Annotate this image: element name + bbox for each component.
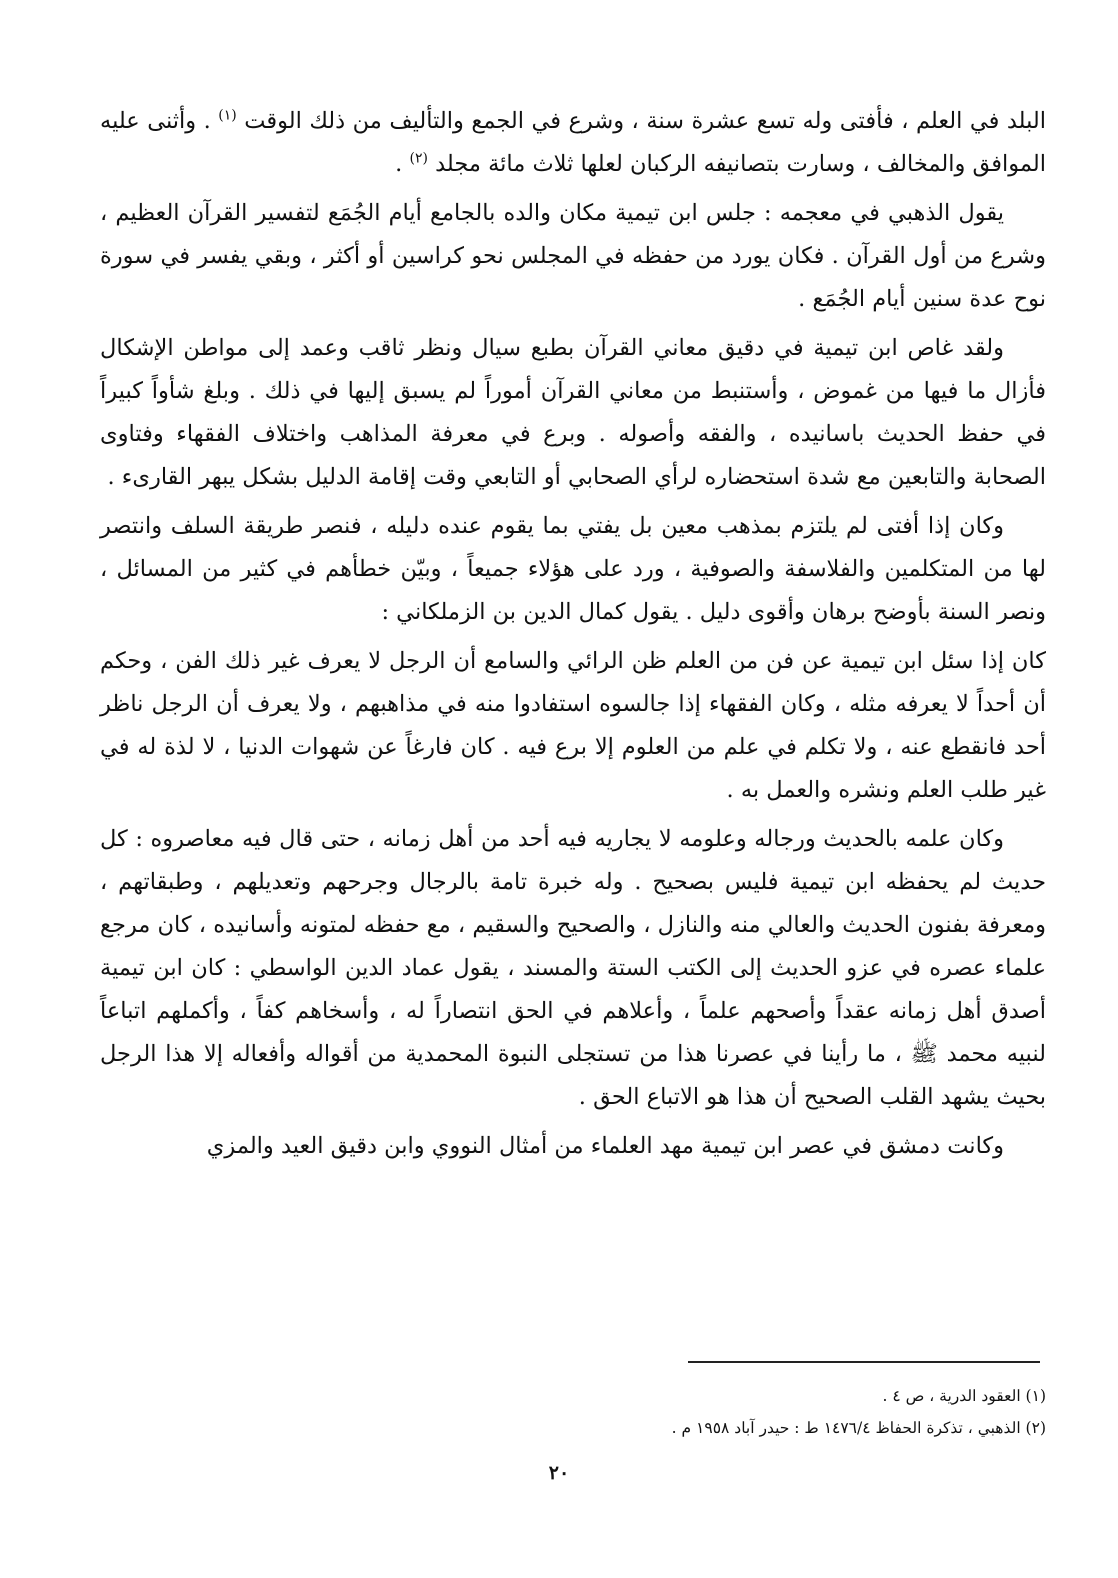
paragraph-4: وكان إذا أفتى لم يلتزم بمذهب معين بل يفتي بما يقوم عنده دليله ، فنصر طريقة السلف وانتصر لها من المتكلمين والفلاسفة والصوفية ، ورد على هؤلاء جميعاً ، وبيّن خطأهم في كثير من المسائل ، ونصر السنة بأوضح برهان وأقوى دليل . يقول كمال الدين بن الزملكاني : bbox=[100, 513, 1046, 625]
paragraph-3: ولقد غاص ابن تيمية في دقيق معاني القرآن بطبع سيال ونظر ثاقب وعمد إلى مواطن الإشكال فأزال ما فيها من غموض ، وأستنبط من معاني القرآن أموراً لم يسبق إليها في ذلك . وبلغ شأواً كبيراً في حفظ الحديث باسانيده ، والفقه وأصوله . وبرع في معرفة المذاهب واختلاف الفقهاء وفتاوى الصحابة والتابعين مع شدة استحضاره لرأي الصحابي أو التابعي وقت إقامة الدليل بشكل يبهر القارىء . bbox=[100, 335, 1046, 490]
footnotes bbox=[100, 1380, 1046, 1444]
footnote-2: (٢) الذهبي ، تذكرة الحفاظ ١٤٧٦/٤ ط : حيدر آباد ١٩٥٨ م . bbox=[671, 1419, 1046, 1437]
paragraph-1-text-a: البلد في العلم ، فأفتى وله تسع عشرة سنة ، وشرع في الجمع والتأليف من ذلك الوقت bbox=[244, 108, 1046, 134]
paragraph-6: وكان علمه بالحديث ورجاله وعلومه لا يجاريه فيه أحد من أهل زمانه ، حتى قال فيه معاصروه : كل حديث لم يحفظه ابن تيمية فليس بصحيح . وله خبرة تامة بالرجال وجرحهم وتعديلهم ، وطبقاتهم ، ومعرفة بفنون الحديث والعالي منه والنازل ، والصحيح والسقيم ، مع حفظه لمتونه وأسانيده ، كان مرجع علماء عصره في عزو الحديث إلى الكتب الستة والمسند ، يقول عماد الدين الواسطي : كان ابن تيمية أصدق أهل زمانه عقداً وأصحهم علماً ، وأعلاهم في الحق انتصاراً له ، وأسخاهم كفاً ، وأكملهم اتباعاً لنبيه محمد ﷺ ، ما رأينا في عصرنا هذا من تستجلى النبوة المحمدية من أقواله وأفعاله إلا هذا الرجل بحيث يشهد القلب الصحيح أن هذا هو الاتباع الحق . bbox=[100, 826, 1046, 1110]
footnote-ref-2[interactable]: (٢) bbox=[409, 150, 428, 167]
page-number: ٢٠ bbox=[548, 1462, 570, 1484]
paragraph-1-text-c: . bbox=[395, 151, 410, 177]
quote-paragraph: كان إذا سئل ابن تيمية عن فن من العلم ظن الرائي والسامع أن الرجل لا يعرف غير ذلك الفن ، وحكم أن أحداً لا يعرفه مثله ، وكان الفقهاء إذا جالسوه استفادوا منه في مذاهبهم ، ولا يعرف أن الرجل ناظر أحد فانقطع عنه ، ولا تكلم في علم من العلوم إلا برع فيه . كان فارغاً عن شهوات الدنيا ، لا لذة له في غير طلب العلم ونشره والعمل به . bbox=[100, 648, 1046, 803]
paragraph-7: وكانت دمشق في عصر ابن تيمية مهد العلماء من أمثال النووي وابن دقيق العيد والمزي bbox=[206, 1133, 1004, 1159]
paragraph-2: يقول الذهبي في معجمه : جلس ابن تيمية مكان والده بالجامع أيام الجُمَع لتفسير القرآن العظيم ، وشرع من أول القرآن . فكان يورد من حفظه في المجلس نحو كراسين أو أكثر ، وبقي يفسر في سورة نوح عدة سنين أيام الجُمَع . bbox=[100, 200, 1046, 312]
footnote-1: (١) العقود الدرية ، ص ٤ . bbox=[882, 1387, 1046, 1405]
footnote-divider bbox=[688, 1361, 1040, 1363]
footnote-ref-1[interactable]: (١) bbox=[218, 107, 237, 124]
page-body bbox=[100, 100, 1046, 1174]
paragraph-1 bbox=[100, 100, 1046, 186]
paragraph-1-text-b: . وأثنى عليه الموافق والمخالف ، وسارت بتصانيفه الركبان لعلها ثلاث مائة مجلد bbox=[100, 108, 1046, 177]
